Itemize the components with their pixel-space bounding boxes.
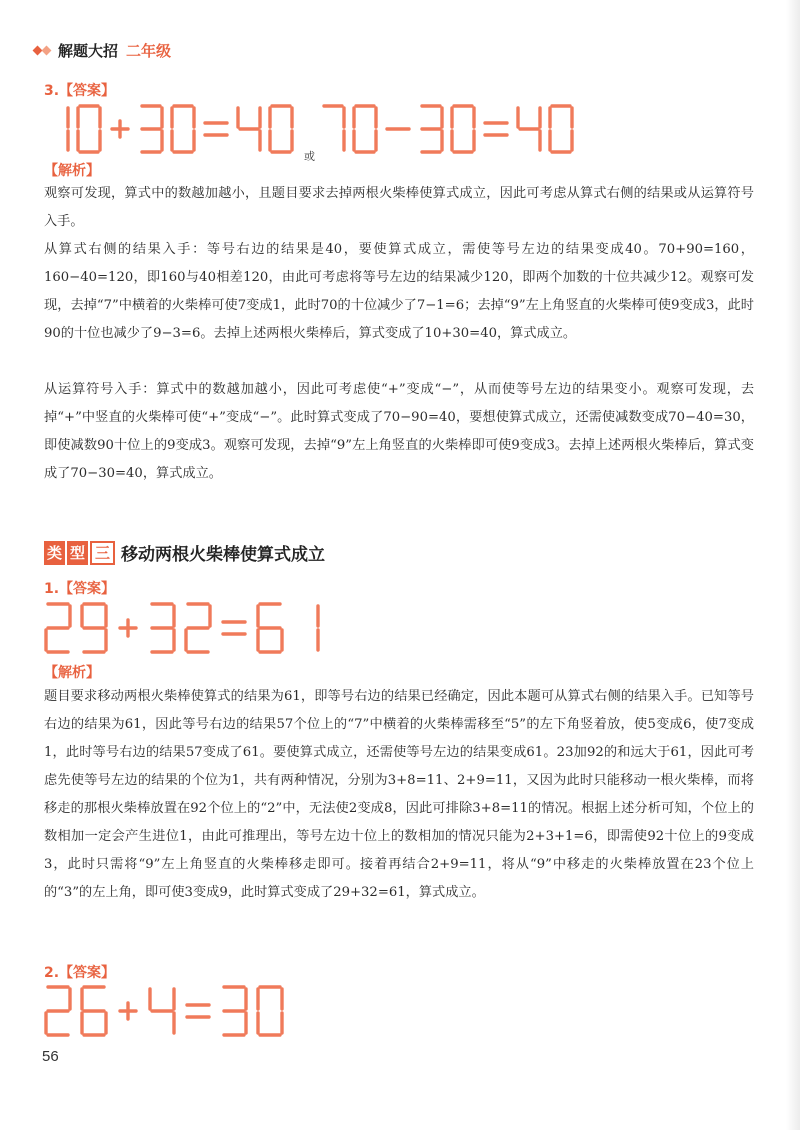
s2-equation [44, 985, 284, 1039]
q3-equation-1 [44, 104, 294, 156]
header-title: 解题大招 [58, 42, 119, 60]
section-heading: 移动两根火柴棒使算式成立 [121, 545, 326, 565]
diamond-icon [34, 47, 50, 54]
s1-analysis-label: 【解析】 [44, 665, 100, 681]
q3-paragraph-3: 从运算符号入手：算式中的数越加越小，因此可考虑使“+”变成“−”，从而使等号左边的结果变小。观察可发现，去掉“+”中竖直的火柴棒可使“+”变成“−”。此时算式变成了70−90=40，要想使算式成立，还需使减数变成70−40=30，即使减数90十位上的9变成3。观察可发现，去掉“9”左上角竖直的火柴棒即可使9变成3。去掉上述两根火柴棒后，算式变成了70−30=40，算式成立。 [44, 382, 754, 481]
q3-paragraph-1: 观察可发现，算式中的数越加越小，且题目要求去掉两根火柴棒使算式成立，因此可考虑从算式右侧的结果或从运算符号入手。 [44, 186, 754, 229]
s1-equation [44, 602, 320, 656]
section-badge-1: 类 [44, 541, 65, 565]
section-badge-2: 型 [67, 541, 88, 565]
q3-paragraph-2: 从算式右侧的结果入手：等号右边的结果是40，要使算式成立，需使等号左边的结果变成40。70+90=160，160−40=120，即160与40相差120，由此可考虑将等号左边的结果减少120，即两个加数的十位共减少12。观察可发现，去掉“7”中横着的火柴棒可使7变成1，此时70的十位减少了7−1=6；去掉“9”左上角竖直的火柴棒可使9变成3，此时90的十位也减少了9−3=6。去掉上述两根火柴棒后，算式变成了10+30=40，算式成立。 [44, 242, 754, 341]
page-header [34, 40, 171, 61]
s1-paragraph: 题目要求移动两根火柴棒使算式的结果为61，即等号右边的结果已经确定，因此本题可从算式右侧的结果入手。已知等号右边的结果为61，因此等号右边的结果57个位上的“7”中横着的火柴棒需移至“5”的左下角竖着放，使5变成6，使7变成1，此时等号右边的结果57变成了61。要使算式成立，还需使等号左边的结果变成61。23加92的和远大于61，因此可考虑先使等号左边的结果的个位为1，共有两种情况，分别为3+8=11、2+9=11，又因为此时只能移动一根火柴棒，而将移走的那根火柴棒放置在92个位上的“2”中，无法使2变成8，因此可排除3+8=11的情况。根据上述分析可知，个位上的数相加一定会产生进位1，由此可推理出，等号左边十位上的数相加的情况只能为2+3+1=6，即需使92十位上的9变成3，此时只需将“9”左上角竖直的火柴棒移走即可。接着再结合2+9=11，将从“9”中移走的火柴棒放置在23个位上的“3”的左上角，即可使3变成9，此时算式变成了29+32=61，算式成立。 [44, 689, 754, 900]
section-title [44, 540, 325, 565]
header-grade: 二年级 [126, 42, 172, 60]
q3-analysis-label: 【解析】 [44, 163, 100, 179]
page-edge-shadow [786, 0, 800, 1130]
q3-answer-label: 3.【答案】 [44, 83, 116, 99]
q3-equation-2 [320, 104, 574, 156]
section-badge-3: 三 [90, 541, 115, 565]
s2-answer-label: 2.【答案】 [44, 965, 116, 981]
page-number: 56 [42, 1048, 59, 1065]
or-text: 或 [304, 150, 315, 163]
s1-answer-label: 1.【答案】 [44, 581, 116, 597]
